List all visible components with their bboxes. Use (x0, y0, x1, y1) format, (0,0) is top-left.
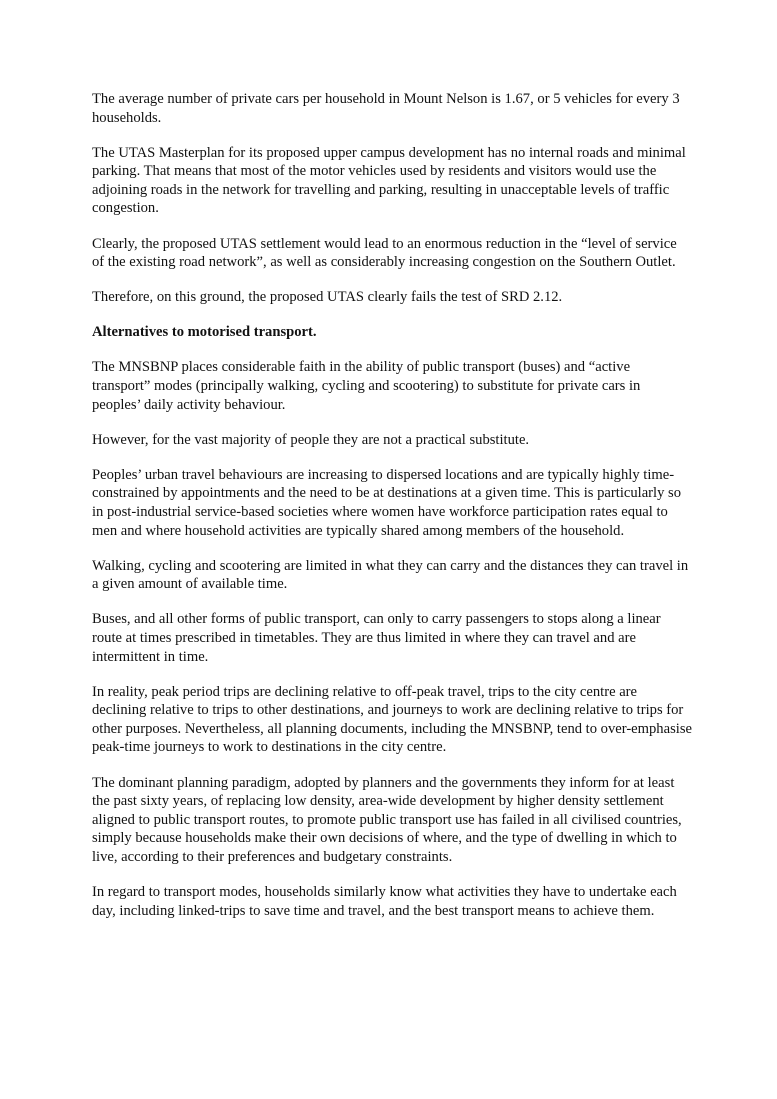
paragraph-walking-cycling: Walking, cycling and scootering are limited in what they can carry and the distances they can travel in a given amount of available time. (92, 557, 689, 593)
document-page (92, 90, 692, 937)
paragraph-utas-masterplan: The UTAS Masterplan for its proposed upper campus development has no internal roads and minimal parking. That means that most of the motor vehicles used by residents and visitors would use the adjoining roads in the network for travelling and parking, resulting in unacceptable levels of traffic congestion. (92, 144, 686, 217)
paragraph-car-ownership: The average number of private cars per household in Mount Nelson is 1.67, or 5 vehicles for every 3 households. (92, 91, 680, 126)
paragraph-srd-test: Therefore, on this ground, the proposed UTAS clearly fails the test of SRD 2.12. (92, 289, 563, 306)
paragraph-mnsbnp-faith: The MNSBNP places considerable faith in the ability of public transport (buses) and “active transport” modes (principally walking, cycling and scootering) to substitute for private cars in peoples’ daily activity behaviour. (92, 359, 641, 413)
paragraph-buses: Buses, and all other forms of public transport, can only to carry passengers to stops along a linear route at times prescribed in timetables. They are thus limited in where they can travel and are intermittent in time. (92, 611, 661, 665)
paragraph-travel-behaviours: Peoples’ urban travel behaviours are increasing to dispersed locations and are typically highly time-constrained by appointments and the need to be at destinations at a given time. This is particularly so in post-industrial service-based societies where women have workforce participation rates equal to men and where household activities are typically shared among members of the household. (92, 466, 682, 539)
section-heading: Alternatives to motorised transport. (92, 324, 317, 341)
paragraph-planning-paradigm: The dominant planning paradigm, adopted by planners and the governments they inform for at least the past sixty years, of replacing low density, area-wide development by higher density settlement aligned to public transport routes, to promote public transport use has failed in all civilised countries, simply because households make their own decisions of where, and the type of dwelling in which to live, according to their preferences and budgetary constraints. (92, 774, 682, 865)
paragraph-peak-trips: In reality, peak period trips are declining relative to off-peak travel, trips to the city centre are declining relative to trips to other destinations, and journeys to work are declining relative to trips for other purposes. Nevertheless, all planning documents, including the MNSBNP, tend to over-emphasise peak-time journeys to work to destinations in the city centre. (92, 683, 692, 756)
paragraph-transport-modes: In regard to transport modes, households similarly know what activities they have to undertake each day, including linked-trips to save time and travel, and the best transport means to achieve them. (92, 884, 677, 919)
paragraph-not-practical: However, for the vast majority of people they are not a practical substitute. (92, 431, 530, 448)
paragraph-road-network: Clearly, the proposed UTAS settlement would lead to an enormous reduction in the “level of service of the existing road network”, as well as considerably increasing congestion on the Southern Outlet. (92, 235, 677, 271)
